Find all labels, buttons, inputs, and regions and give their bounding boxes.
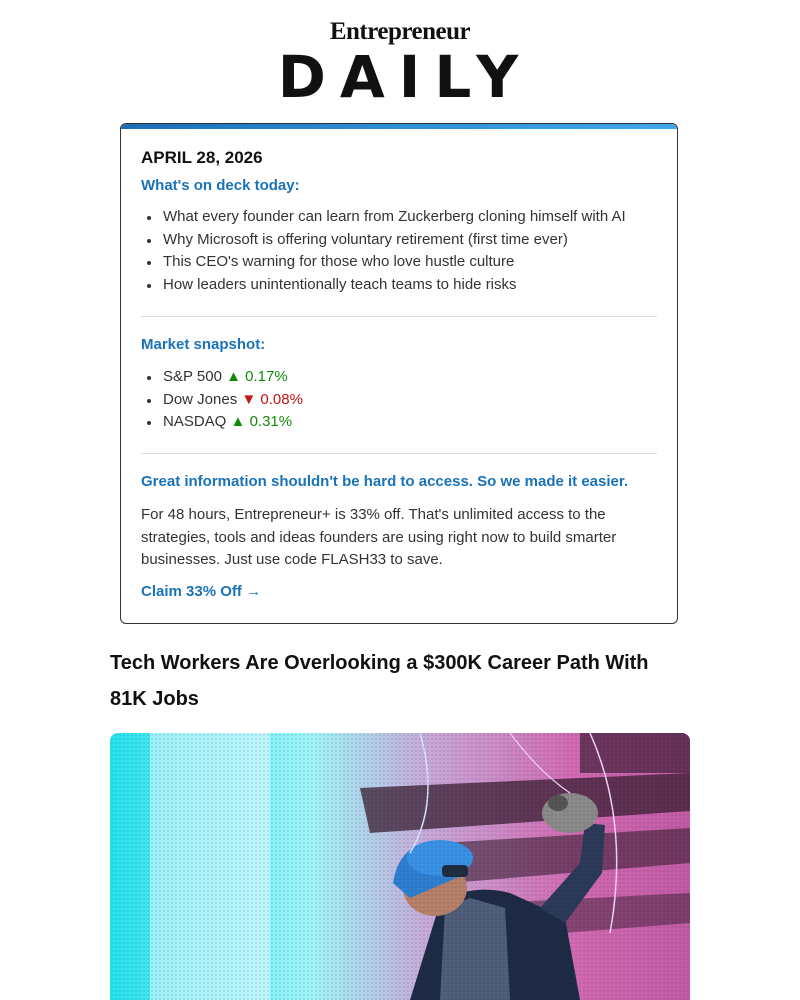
divider xyxy=(141,316,657,317)
summary-card xyxy=(120,123,678,624)
market-list xyxy=(141,366,303,434)
article-image[interactable] xyxy=(110,733,690,1000)
on-deck-list xyxy=(141,206,626,296)
market-change: 0.08% xyxy=(260,390,303,408)
market-name: Dow Jones xyxy=(163,390,238,408)
claim-offer-link[interactable]: Claim 33% Off → xyxy=(141,583,262,600)
market-item-nasdaq xyxy=(141,411,303,434)
up-arrow-icon: ▲ xyxy=(226,368,241,385)
newsletter-title: DAILY xyxy=(277,43,533,111)
promo-body: For 48 hours, Entrepreneur+ is 33% off. That's unlimited access to the strategies, tools and ideas founders are using right now to build smarter businesses. Just use code FLASH33 to save. xyxy=(141,506,617,568)
market-item-dow xyxy=(141,389,303,412)
market-change: 0.17% xyxy=(245,368,288,385)
market-name: NASDAQ xyxy=(163,413,227,430)
brand-logo[interactable]: Entrepreneur xyxy=(329,18,471,45)
market-change: 0.31% xyxy=(249,413,293,430)
market-item-sp500 xyxy=(141,366,303,389)
on-deck-heading: What's on deck today: xyxy=(141,177,300,194)
divider xyxy=(141,453,657,454)
market-heading: Market snapshot: xyxy=(141,336,266,353)
list-item[interactable]: This CEO's warning for those who love hustle culture xyxy=(141,251,626,274)
promo-heading[interactable]: Great information shouldn't be hard to access. So we made it easier. xyxy=(141,473,629,490)
issue-date: APRIL 28, 2026 xyxy=(141,148,263,167)
list-item[interactable]: Why Microsoft is offering voluntary retirement (first time ever) xyxy=(141,229,626,252)
masthead xyxy=(0,0,800,120)
card-accent-bar xyxy=(121,124,677,129)
list-item[interactable]: How leaders unintentionally teach teams to hide risks xyxy=(141,274,626,297)
up-arrow-icon: ▲ xyxy=(230,413,246,430)
electrician-photo-icon xyxy=(110,733,690,1000)
down-arrow-icon: ▼ xyxy=(241,390,257,408)
list-item[interactable]: What every founder can learn from Zuckerberg cloning himself with AI xyxy=(141,206,626,229)
market-name: S&P 500 xyxy=(163,368,222,385)
article-headline[interactable]: Tech Workers Are Overlooking a $300K Career Path With 81K Jobs xyxy=(110,652,649,710)
